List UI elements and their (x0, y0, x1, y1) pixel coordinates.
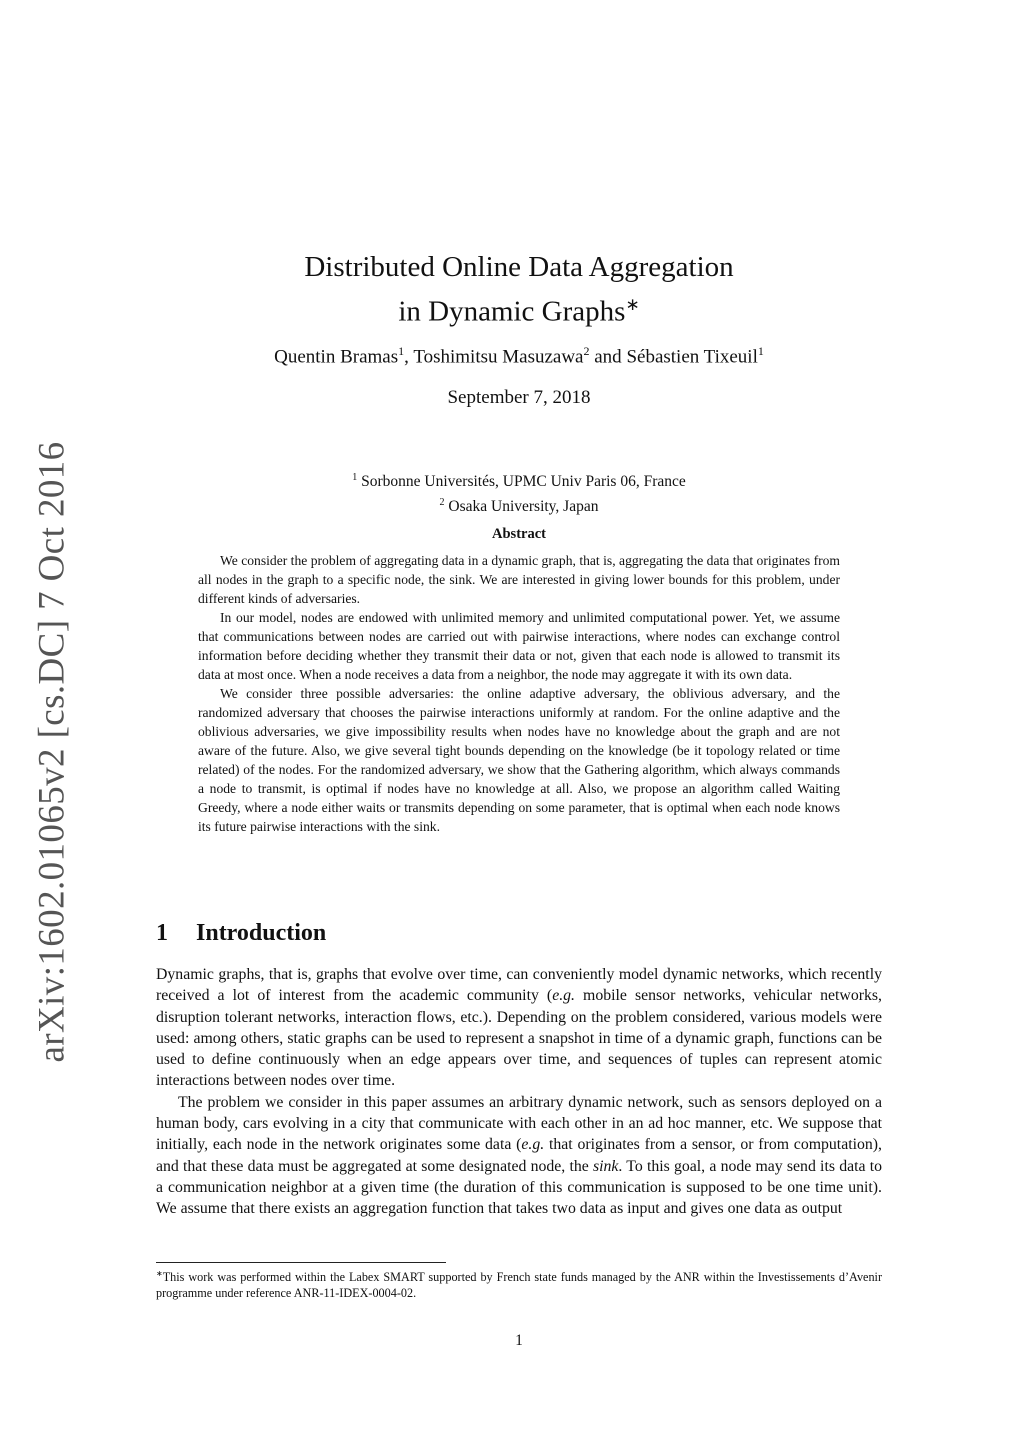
title-line-2-text: in Dynamic Graphs (398, 295, 626, 328)
body-paragraph (156, 964, 882, 1092)
introduction-body (156, 964, 882, 1220)
affiliation-text: Osaka University, Japan (444, 498, 599, 516)
title-line-1: Distributed Online Data Aggregation (304, 251, 734, 283)
author-affil-mark: 2 (583, 344, 590, 358)
paper-title (156, 248, 882, 331)
emphasis-sink: sink (592, 1157, 619, 1175)
title-footnote-mark: ∗ (625, 295, 640, 314)
author-separator: and (589, 346, 627, 368)
text-run: that originates from a sensor, or from computation), and that these data must be aggregated at some designated node, the (156, 1136, 882, 1175)
section-title: Introduction (196, 920, 327, 946)
affiliations (156, 467, 882, 517)
abstract-paragraph: We consider three possible adversaries: the online adaptive adversary, the oblivious adversary, and the randomized adversary that chooses the pairwise interactions uniformly at random. For the online adaptive and the oblivious adversaries, we give impossibility results when nodes have no knowledge about the graph and are not aware of the future. Also, we give several tight bounds depending on the knowledge (be it topology related or time related) of the nodes. For the randomized adversary, we show that the Gathering algorithm, which always commands a node to transmit, is optimal if nodes have no knowledge at all. Also, we propose an algorithm called Waiting Greedy, where a node either waits or transmits depending on some parameter, that is optimal when each node knows its future pairwise interactions with the sink. (198, 686, 840, 834)
text-run: mobile sensor networks, vehicular networks, disruption tolerant networks, interaction flows, etc.). Depending on the problem considered, various models were used: among others, static graphs can be used to represent a snapshot in time of a dynamic graph, functions can be used to define continuously when an edge appears over time, and sequences of tuples can represent atomic interactions between nodes over time. (156, 987, 882, 1090)
section-number: 1 (156, 920, 168, 946)
paper-date: September 7, 2018 (447, 387, 591, 408)
text-run: Dynamic graphs, that is, graphs that evolve over time, can conveniently model dynamic networks, which recently received a lot of interest from the academic community ( (156, 966, 882, 1005)
affiliation-line (156, 467, 882, 492)
arxiv-sidebar-stamp (30, 441, 74, 1063)
affiliation-line (156, 492, 882, 517)
text-run: . To this goal, a node may send its data to a communication neighbor at a given time (the duration of this communication is supposed to be one time unit). We assume that there exists an aggregation function that takes two data as input and gives one data as output (156, 1157, 883, 1218)
abstract-heading: Abstract (492, 526, 546, 542)
abstract-paragraph: In our model, nodes are endowed with unlimited memory and unlimited computational power. Yet, we assume that communications between nodes are carried out with pairwise interactions, where nodes can exchange control information before deciding whether they transmit their data or not, given that each node is allowed to transmit its data at most once. When a node receives a data from a neighbor, the node may aggregate it with its own data. (198, 610, 840, 682)
author-affil-mark: 1 (757, 344, 764, 358)
affiliation-mark: 1 (352, 472, 358, 483)
author-separator: , (404, 346, 414, 368)
body-paragraph (156, 1092, 882, 1220)
author-name: Quentin Bramas (274, 346, 399, 368)
footnote-text: This work was performed within the Labex SMART supported by French state funds managed by the ANR within the Investissements d’Avenir programme under reference ANR-11-IDEX-0004-02. (156, 1270, 882, 1301)
footnote-mark: ∗ (156, 1269, 163, 1278)
author-name: Toshimitsu Masuzawa (413, 346, 584, 368)
footnote (156, 1266, 882, 1301)
footnote-rule (156, 1262, 446, 1263)
author-name: Sébastien Tixeuil (626, 346, 758, 368)
emphasis-eg: e.g. (552, 987, 575, 1005)
author-list (156, 344, 882, 368)
abstract-body (198, 551, 840, 836)
abstract-paragraph: We consider the problem of aggregating data in a dynamic graph, that is, aggregating the data that originates from all nodes in the graph to a specific node, the sink. We are interested in giving lower bounds for this problem, under different kinds of adversaries. (198, 553, 840, 606)
text-run: The problem we consider in this paper assumes an arbitrary dynamic network, such as sensors deployed on a human body, cars evolving in a city that communicate with each other in an ad hoc manner, etc. We suppose that initially, each node in the network originates some data ( (156, 1093, 882, 1154)
affiliation-text: Sorbonne Universités, UPMC Univ Paris 06, France (357, 473, 686, 491)
section-heading (156, 920, 326, 947)
author-affil-mark: 1 (398, 344, 405, 358)
arxiv-identifier: arXiv:1602.01065v2 [cs.DC] 7 Oct 2016 (31, 441, 73, 1063)
emphasis-eg: e.g. (521, 1136, 545, 1154)
page-number: 1 (515, 1332, 523, 1349)
title-line-2 (156, 286, 882, 331)
affiliation-mark: 2 (439, 497, 445, 509)
